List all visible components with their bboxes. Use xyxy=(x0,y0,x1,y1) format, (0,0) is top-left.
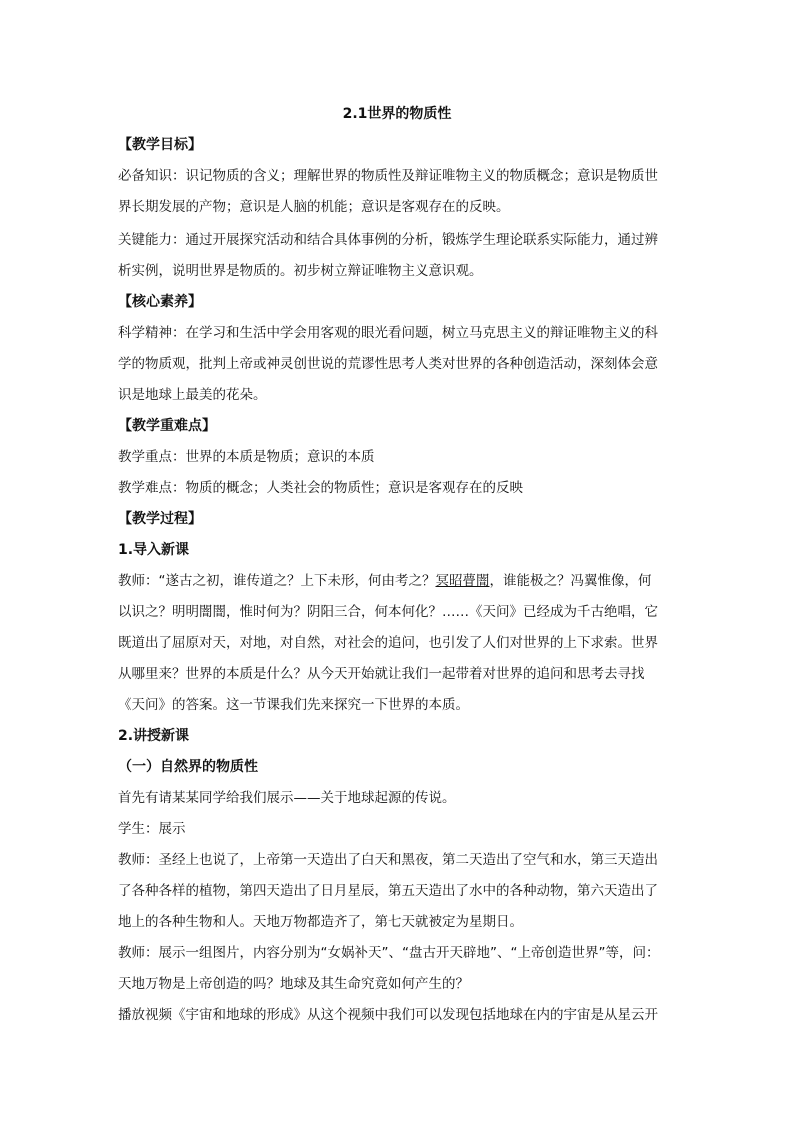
text-line: 学生：展示 xyxy=(118,821,186,837)
text-line: 地上的各种生物和人。天地万物都造齐了，第七天就被定为星期日。 xyxy=(118,914,523,930)
text-line: 从哪里来？世界的本质是什么？从今天开始就让我们一起带着对世界的追问和思考去寻找 xyxy=(118,666,645,682)
text-line xyxy=(118,571,678,591)
text-line: 科学精神：在学习和生活中学会用客观的眼光看问题，树立马克思主义的辩证唯物主义的科 xyxy=(118,325,658,341)
text-line: 学的物质观，批判上帝或神灵创世说的荒谬性思考人类对世界的各种创造活动，深刻体会意 xyxy=(118,356,658,372)
heading-objectives: 【教学目标】 xyxy=(118,137,202,153)
underlined-text: 冥昭瞢闇 xyxy=(435,573,490,589)
text-line: 了各种各样的植物，第四天造出了日月星辰，第五天造出了水中的各种动物，第六天造出了 xyxy=(118,883,658,899)
heading-key-points: 【教学重难点】 xyxy=(118,418,216,434)
text-line: 识是地球上最美的花朵。 xyxy=(118,387,267,403)
heading-new-lesson: 2.讲授新课 xyxy=(118,728,190,744)
text-segment: 教师：“遂古之初，谁传道之？上下未形，何由考之？ xyxy=(118,573,436,589)
heading-intro: 1.导入新课 xyxy=(118,542,190,558)
text-line: 以识之？明明闇闇，惟时何为？阴阳三合，何本何化？……《天问》已经成为千古绝唱，它 xyxy=(118,604,658,620)
text-segment: ，谁能极之？冯翼惟像，何 xyxy=(489,573,652,589)
text-line: 首先有请某某同学给我们展示——关于地球起源的传说。 xyxy=(118,790,456,806)
heading-core-literacy: 【核心素养】 xyxy=(118,294,202,310)
text-line: 既道出了屈原对天，对地，对自然，对社会的追问，也引发了人们对世界的上下求索。世界 xyxy=(118,635,658,651)
text-line: 界长期发展的产物；意识是人脑的机能；意识是客观存在的反映。 xyxy=(118,199,510,215)
text-line: 《天问》的答案。这一节课我们先来探究一下世界的本质。 xyxy=(118,697,469,713)
text-line: 教学重点：世界的本质是物质；意识的本质 xyxy=(118,449,375,465)
text-line: 教学难点：物质的概念；人类社会的物质性；意识是客观存在的反映 xyxy=(118,480,523,496)
text-line: 播放视频《宇宙和地球的形成》从这个视频中我们可以发现包括地球在内的宇宙是从星云开 xyxy=(118,1007,658,1023)
text-line: 天地万物是上帝创造的吗？地球及其生命究竟如何产生的？ xyxy=(118,976,469,992)
page-title: 2.1世界的物质性 xyxy=(342,106,452,122)
text-line: 必备知识：识记物质的含义；理解世界的物质性及辩证唯物主义的物质概念；意识是物质世 xyxy=(118,168,658,184)
text-line: 关键能力：通过开展探究活动和结合具体事例的分析，锻炼学生理论联系实际能力，通过辨 xyxy=(118,232,658,248)
heading-nature: （一）自然界的物质性 xyxy=(118,759,258,775)
text-line: 教师：展示一组图片，内容分别为“女娲补天”、“盘古开天辟地”、“上帝创造世界”等，问： xyxy=(118,945,660,961)
text-line: 析实例，说明世界是物质的。初步树立辩证唯物主义意识观。 xyxy=(118,263,483,279)
text-line: 教师：圣经上也说了，上帝第一天造出了白天和黑夜，第二天造出了空气和水，第三天造出 xyxy=(118,852,658,868)
heading-process: 【教学过程】 xyxy=(118,511,202,527)
